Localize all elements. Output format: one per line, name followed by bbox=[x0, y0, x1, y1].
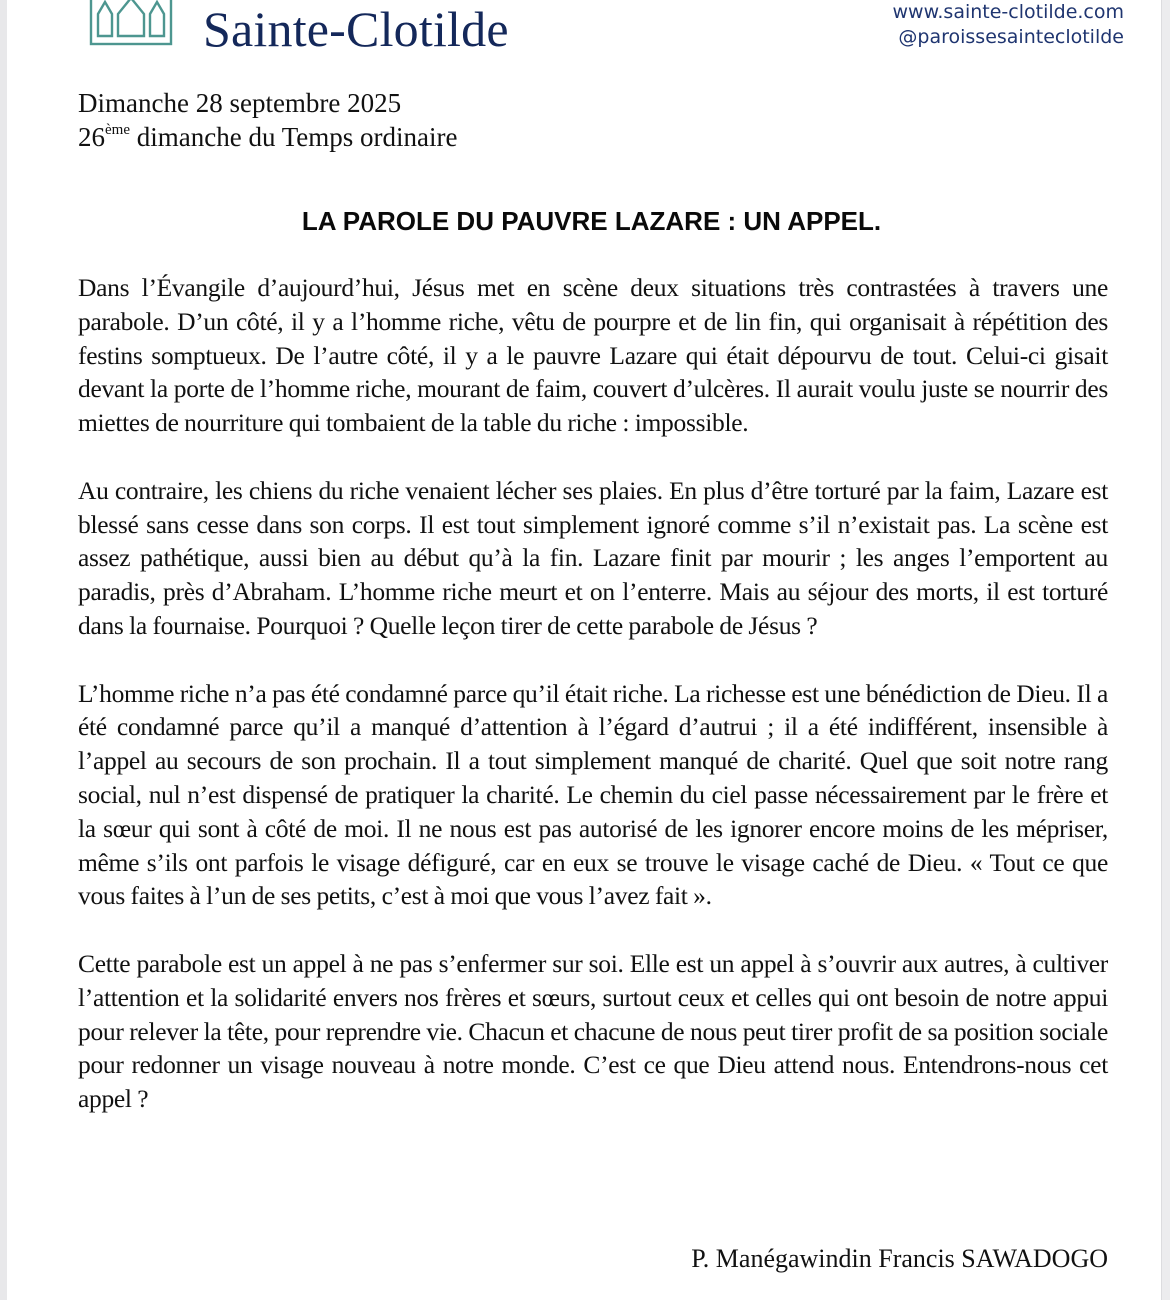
date-block bbox=[78, 86, 458, 159]
date-line: Dimanche 28 septembre 2025 bbox=[78, 88, 402, 118]
liturgical-sunday-line bbox=[78, 120, 458, 159]
contact-block bbox=[893, 0, 1125, 50]
paragraph-1: Dans l’Évangile d’aujourd’hui, Jésus met en scène deux situations très contrastées à travers une parabole. D’un côté, il y a l’homme riche, vêtu de pourpre et de lin fin, qui organisait à répétition des festins somptueux. De l’autre côté, il y a le pauvre Lazare qui était dépourvu de tout. Celui-ci gisait devant la porte de l’homme riche, mourant de faim, couvert d’ulcères. Il aurait voulu juste se nourrir des miettes de nourriture qui tombaient de la table du riche : impossible. bbox=[78, 273, 1108, 438]
parish-name: Sainte-Clotilde bbox=[203, 1, 509, 57]
paragraph-4: Cette parabole est un appel à ne pas s’enfermer sur soi. Elle est un appel à s’ouvrir aux autres, à cultiver l’attention et la solidarité envers nos frères et sœurs, surtout ceux et celles qui ont besoin de notre appui pour relever la tête, pour reprendre vie. Chacun et chacune de nous peut tirer profit de sa position sociale pour redonner un visage nouveau à notre monde. C’est ce que Dieu attend nous. Entendrons-nous cet appel ? bbox=[78, 948, 1108, 1114]
paragraph-2: Au contraire, les chiens du riche venaient lécher ses plaies. En plus d’être torturé par la faim, Lazare est blessé sans cesse dans son corps. Il est tout simplement ignoré comme s’il n’existait pas. La scène est assez pathétique, aussi bien au début qu’à la fin. Lazare finit par mourir ; les anges l’emportent au paradis, près d’Abraham. L’homme riche meurt et on l’enterre. Mais au séjour des morts, il est torturé dans la fournaise. Pourquoi ? Quelle leçon tirer de cette parabole de Jésus ? bbox=[78, 475, 1108, 640]
paragraph-3: L’homme riche n’a pas été condamné parce qu’il était riche. La richesse est une bénédiction de Dieu. Il a été condamné parce qu’il a manqué d’attention à l’égard d’autrui ; il a été indifférent, insensible à l’appel au secours de son prochain. Il a tout simplement manqué de charité. Quel que soit notre rang social, nul n’est dispensé de pratiquer la charité. Le chemin du ciel passe nécessairement par le frère et la sœur qui sont à côté de moi. Il ne nous est pas autorisé de les ignorer encore moins de les mépriser, même s’ils ont parfois le visage défiguré, car en eux se trouve le visage caché de Dieu. « Tout ce que vous faites à l’un de ses petits, c’est à moi que vous l’avez fait ». bbox=[78, 678, 1108, 911]
website-link[interactable]: www.sainte-clotilde.com bbox=[892, 1, 1124, 23]
author-signature: P. Manégawindin Francis SAWADOGO bbox=[691, 1244, 1108, 1273]
article-title: LA PAROLE DU PAUVRE LAZARE : UN APPEL. bbox=[301, 206, 882, 236]
page-edge-right bbox=[1161, 0, 1170, 1300]
page-edge-left bbox=[0, 0, 7, 1300]
church-windows-icon bbox=[88, 0, 174, 48]
article-body bbox=[78, 271, 1108, 1150]
ordinal-suffix: ème bbox=[105, 122, 130, 138]
ordinal-number: 26 bbox=[78, 122, 105, 152]
social-handle-link[interactable]: @paroissesainteclotilde bbox=[898, 26, 1124, 48]
liturgical-sunday-text: dimanche du Temps ordinaire bbox=[129, 122, 458, 152]
